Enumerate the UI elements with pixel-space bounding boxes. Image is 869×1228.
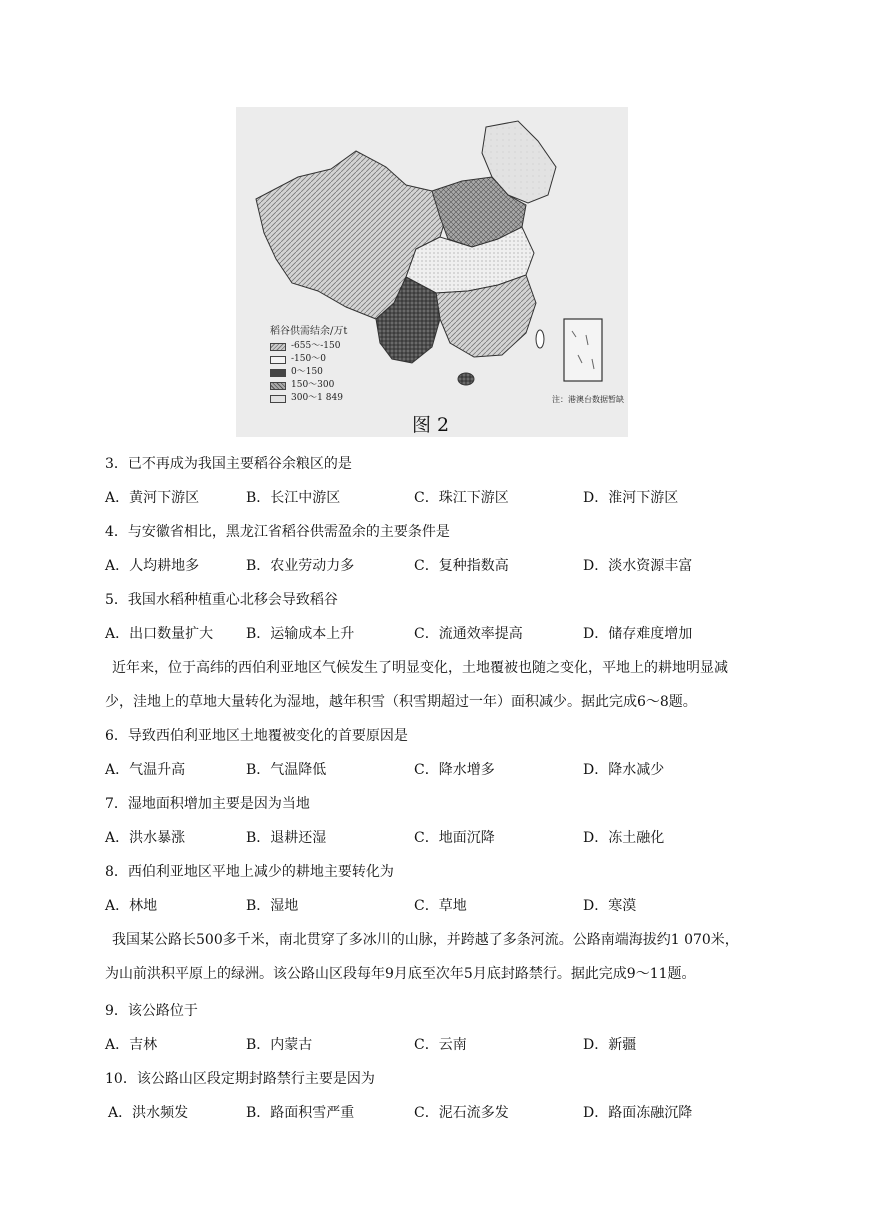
question-4: 4．与安徽省相比，黑龙江省稻谷供需盈余的主要条件是 — [105, 524, 450, 540]
legend-item: -655～-150 — [270, 340, 347, 353]
question-7-option-c: C．地面沉降 — [414, 830, 495, 846]
question-6-option-b: B．气温降低 — [246, 762, 327, 778]
question-9: 9．该公路位于 — [105, 1003, 198, 1019]
question-3-option-b: B．长江中游区 — [246, 490, 341, 506]
legend-title: 稻谷供需结余/万t — [270, 326, 348, 337]
question-7: 7．湿地面积增加主要是因为当地 — [105, 796, 310, 812]
question-8-option-b: B．湿地 — [246, 898, 299, 914]
question-5-option-a: A．出口数量扩大 — [105, 626, 214, 642]
question-7-option-d: D．冻土融化 — [583, 830, 665, 846]
legend-item: -150～0 — [270, 353, 347, 366]
map-note: 注：港澳台数据暂缺 — [552, 395, 624, 404]
question-6: 6．导致西伯利亚地区土地覆被变化的首要原因是 — [105, 728, 408, 744]
map-figure — [236, 107, 628, 437]
question-8-option-a: A．林地 — [105, 898, 158, 914]
map-legend — [270, 325, 347, 405]
question-8-option-c: C．草地 — [414, 898, 467, 914]
passage-2-line-1: 我国某公路长500多千米，南北贯穿了多冰川的山脉，并跨越了多条河流。公路南端海拔约1 070米， — [112, 932, 739, 948]
question-3-option-a: A．黄河下游区 — [105, 490, 200, 506]
question-3-option-c: C．珠江下游区 — [414, 490, 509, 506]
question-6-option-a: A．气温升高 — [105, 762, 186, 778]
question-10: 10．该公路山区段定期封路禁行主要是因为 — [105, 1071, 375, 1087]
question-9-option-b: B．内蒙古 — [246, 1037, 313, 1053]
question-9-option-a: A．吉林 — [105, 1037, 158, 1053]
legend-item: 300～1 849 — [270, 392, 347, 405]
south-china-sea-inset — [564, 319, 602, 381]
question-4-option-c: C．复种指数高 — [414, 558, 509, 574]
question-10-option-d: D．路面冻融沉降 — [583, 1105, 693, 1121]
question-10-option-c: C．泥石流多发 — [414, 1105, 509, 1121]
passage-2-line-2: 为山前洪积平原上的绿洲。该公路山区段每年9月底至次年5月底封路禁行。据此完成9～11题。 — [105, 966, 696, 982]
question-8: 8．西伯利亚地区平地上减少的耕地主要转化为 — [105, 864, 394, 880]
question-3-option-d: D．淮河下游区 — [583, 490, 679, 506]
question-7-option-b: B．退耕还湿 — [246, 830, 327, 846]
passage-1-line-1: 近年来，位于高纬的西伯利亚地区气候发生了明显变化，土地覆被也随之变化，平地上的耕地明显减 — [112, 660, 728, 676]
question-4-option-a: A．人均耕地多 — [105, 558, 200, 574]
question-3: 3．已不再成为我国主要稻谷余粮区的是 — [105, 456, 352, 472]
question-5-option-b: B．运输成本上升 — [246, 626, 355, 642]
question-6-option-c: C．降水增多 — [414, 762, 495, 778]
passage-1-line-2: 少，洼地上的草地大量转化为湿地，越年积雪（积雪期超过一年）面积减少。据此完成6～8题。 — [105, 694, 697, 710]
question-4-option-b: B．农业劳动力多 — [246, 558, 355, 574]
question-4-option-d: D．淡水资源丰富 — [583, 558, 693, 574]
question-10-option-b: B．路面积雪严重 — [246, 1105, 355, 1121]
legend-item: 0～150 — [270, 366, 347, 379]
question-5: 5．我国水稻种植重心北移会导致稻谷 — [105, 592, 338, 608]
question-5-option-d: D．储存难度增加 — [583, 626, 693, 642]
map-region-taiwan — [536, 330, 544, 348]
question-5-option-c: C．流通效率提高 — [414, 626, 523, 642]
figure-caption: 图 2 — [412, 414, 450, 436]
map-region-hainan — [458, 373, 474, 385]
legend-item: 150～300 — [270, 379, 347, 392]
question-7-option-a: A．洪水暴涨 — [105, 830, 186, 846]
question-6-option-d: D．降水减少 — [583, 762, 665, 778]
question-9-option-c: C．云南 — [414, 1037, 467, 1053]
question-8-option-d: D．寒漠 — [583, 898, 637, 914]
question-10-option-a: A．洪水频发 — [108, 1105, 189, 1121]
question-9-option-d: D．新疆 — [583, 1037, 637, 1053]
